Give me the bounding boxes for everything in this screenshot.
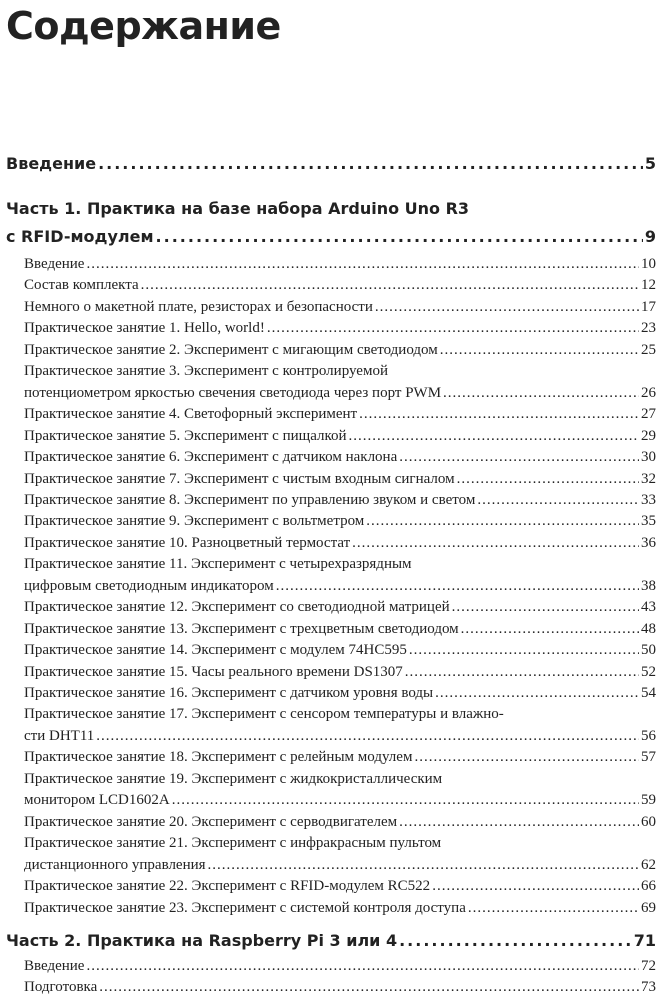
toc-entry-page: 43 bbox=[641, 599, 656, 616]
toc-entry-page: 52 bbox=[641, 663, 656, 680]
leader-dots bbox=[399, 931, 632, 950]
leader-dots bbox=[86, 958, 639, 975]
leader-dots bbox=[208, 857, 639, 874]
toc-entry-page: 59 bbox=[641, 792, 656, 809]
toc-entry[interactable] bbox=[24, 728, 656, 745]
toc-entry[interactable] bbox=[24, 979, 656, 996]
leader-dots bbox=[399, 814, 639, 831]
toc-entry-page: 72 bbox=[641, 958, 656, 974]
leader-dots bbox=[349, 428, 639, 445]
toc-entry-label: Практическое занятие 7. Эксперимент с чистым входным сигналом bbox=[24, 470, 455, 487]
toc-entry[interactable] bbox=[24, 878, 656, 895]
toc-entry-label: цифровым светодиодным индикатором bbox=[24, 577, 274, 594]
toc-entry[interactable] bbox=[24, 857, 656, 874]
toc-entry[interactable] bbox=[24, 513, 656, 530]
leader-dots bbox=[366, 513, 639, 530]
toc-entry-label: с RFID-модулем bbox=[6, 227, 154, 246]
toc-entry-label: Практическое занятие 23. Эксперимент с системой контроля доступа bbox=[24, 899, 466, 916]
leader-dots bbox=[443, 385, 639, 402]
toc-entry[interactable] bbox=[24, 277, 656, 294]
toc-entry[interactable] bbox=[24, 299, 656, 316]
leader-dots bbox=[96, 728, 639, 745]
leader-dots bbox=[440, 342, 639, 359]
toc-entry-page: 12 bbox=[641, 277, 656, 294]
toc-entry-page: 26 bbox=[641, 384, 656, 401]
toc-entry[interactable] bbox=[24, 428, 656, 445]
toc-entry-page: 29 bbox=[641, 427, 656, 444]
toc-entry[interactable] bbox=[24, 599, 656, 616]
part1-heading-line1: Часть 1. Практика на базе набора Arduino Uno R3 bbox=[6, 199, 470, 218]
leader-dots bbox=[99, 979, 639, 996]
toc-entry-page: 30 bbox=[641, 449, 656, 466]
leader-dots bbox=[432, 878, 639, 895]
toc-entry-label: Практическое занятие 12. Эксперимент со светодиодной матрицей bbox=[24, 599, 450, 616]
toc-entry-label: Введение bbox=[24, 958, 85, 974]
toc-entry-page: 38 bbox=[641, 577, 656, 594]
toc-entry-page: 23 bbox=[641, 320, 656, 337]
leader-dots bbox=[452, 599, 639, 616]
leader-dots bbox=[352, 535, 639, 552]
toc-entry-page: 48 bbox=[641, 620, 656, 637]
toc-entry-label: Практическое занятие 14. Эксперимент с модулем 74HC595 bbox=[24, 642, 407, 659]
toc-entry[interactable] bbox=[24, 385, 656, 402]
toc-entry-page: 17 bbox=[641, 298, 656, 315]
toc-entry[interactable] bbox=[24, 256, 656, 273]
toc-entry-label: Состав комплекта bbox=[24, 277, 139, 294]
toc-entry-label: сти DHT11 bbox=[24, 727, 95, 744]
toc-entry[interactable] bbox=[24, 320, 656, 337]
toc-entry[interactable] bbox=[24, 578, 656, 595]
toc-entry-label-line1: Практическое занятие 11. Эксперимент с четырехразрядным bbox=[24, 556, 412, 573]
toc-entry[interactable] bbox=[24, 749, 656, 766]
toc-entry-page: 10 bbox=[641, 256, 656, 272]
toc-entry-page: 50 bbox=[641, 642, 656, 659]
leader-dots bbox=[276, 578, 639, 595]
toc-entry-label: Подготовка bbox=[24, 979, 98, 996]
toc-entry-part1[interactable] bbox=[6, 227, 656, 246]
toc-entry[interactable] bbox=[24, 492, 656, 509]
toc-entry-label-line1: Практическое занятие 17. Эксперимент с сенсором температуры и влажно- bbox=[24, 706, 504, 723]
toc-entry-label: Практическое занятие 20. Эксперимент с серводвигателем bbox=[24, 813, 398, 830]
toc-entry-page: 66 bbox=[641, 878, 656, 895]
toc-entry[interactable] bbox=[24, 900, 656, 917]
toc-entry-label: Практическое занятие 8. Эксперимент по управлению звуком и светом bbox=[24, 491, 476, 508]
toc-entry[interactable] bbox=[24, 958, 656, 975]
leader-dots bbox=[267, 320, 639, 337]
toc-entry-page: 71 bbox=[633, 931, 656, 950]
toc-entry-label-line1: Практическое занятие 3. Эксперимент с контролируемой bbox=[24, 363, 388, 380]
toc-entry-label: Практическое занятие 1. Hello, world! bbox=[24, 320, 265, 337]
leader-dots bbox=[405, 664, 639, 681]
leader-dots bbox=[98, 154, 643, 173]
toc-entry[interactable] bbox=[24, 664, 656, 681]
leader-dots bbox=[457, 471, 639, 488]
toc-entry-label: Практическое занятие 2. Эксперимент с мигающим светодиодом bbox=[24, 341, 438, 358]
leader-dots bbox=[156, 227, 643, 246]
toc-entry-page: 36 bbox=[641, 534, 656, 551]
toc-entry-label: Практическое занятие 6. Эксперимент с датчиком наклона bbox=[24, 449, 398, 466]
toc-entry[interactable] bbox=[24, 792, 656, 809]
toc-entry-page: 33 bbox=[641, 491, 656, 508]
toc-entry-page: 56 bbox=[641, 727, 656, 744]
toc-entry[interactable] bbox=[24, 814, 656, 831]
toc-entry-label: дистанционного управления bbox=[24, 856, 206, 873]
toc-entry-page: 57 bbox=[641, 749, 656, 766]
leader-dots bbox=[399, 449, 639, 466]
toc-entry-label: Практическое занятие 13. Эксперимент с трехцветным светодиодом bbox=[24, 620, 459, 637]
page-title: Содержание bbox=[6, 4, 281, 48]
toc-entry-label: Практическое занятие 9. Эксперимент с вольтметром bbox=[24, 513, 365, 530]
toc-entry-label: Практическое занятие 5. Эксперимент с пищалкой bbox=[24, 427, 347, 444]
toc-entry-page: 32 bbox=[641, 470, 656, 487]
toc-entry-label: Введение bbox=[6, 154, 97, 173]
toc-entry-part2[interactable] bbox=[6, 931, 656, 950]
toc-entry-page: 9 bbox=[644, 227, 656, 246]
toc-entry-label: Практическое занятие 18. Эксперимент с релейным модулем bbox=[24, 749, 413, 766]
toc-entry-label: потенциометром яркостью свечения светодиода через порт PWM bbox=[24, 384, 442, 401]
toc-entry-label: Немного о макетной плате, резисторах и безопасности bbox=[24, 298, 373, 315]
toc-entry[interactable] bbox=[24, 535, 656, 552]
toc-entry[interactable] bbox=[24, 449, 656, 466]
toc-entry-label: Практическое занятие 22. Эксперимент с RFID-модулем RC522 bbox=[24, 878, 431, 895]
toc-entry-label: Введение bbox=[24, 256, 85, 272]
toc-entry[interactable] bbox=[24, 642, 656, 659]
toc-entry-label: Часть 2. Практика на Raspberry Pi 3 или 4 bbox=[6, 931, 398, 950]
leader-dots bbox=[141, 277, 639, 294]
toc-entry-label: Практическое занятие 15. Часы реального времени DS1307 bbox=[24, 663, 403, 680]
toc-entry-label: Практическое занятие 10. Разноцветный термостат bbox=[24, 534, 351, 551]
toc-entry[interactable] bbox=[24, 621, 656, 638]
toc-entry-page: 5 bbox=[644, 154, 656, 173]
toc-entry-label-line1: Практическое занятие 19. Эксперимент с жидкокристаллическим bbox=[24, 770, 443, 787]
toc-entry-label: монитором LCD1602A bbox=[24, 792, 170, 809]
toc-entry-label: Практическое занятие 4. Светофорный эксперимент bbox=[24, 406, 358, 423]
toc-entry-label: Практическое занятие 16. Эксперимент с датчиком уровня воды bbox=[24, 685, 434, 701]
toc-entry-page: 62 bbox=[641, 856, 656, 873]
toc-entry-page: 73 bbox=[641, 979, 656, 996]
toc-entry-label-line1: Практическое занятие 21. Эксперимент с инфракрасным пультом bbox=[24, 835, 442, 852]
leader-dots bbox=[461, 621, 639, 638]
leader-dots bbox=[359, 406, 639, 423]
toc-entry[interactable] bbox=[24, 471, 656, 488]
toc-entry-page: 35 bbox=[641, 513, 656, 530]
leader-dots bbox=[172, 792, 639, 809]
leader-dots bbox=[86, 256, 639, 273]
leader-dots bbox=[435, 685, 639, 702]
toc-entry[interactable] bbox=[24, 406, 656, 423]
toc-entry-intro[interactable] bbox=[6, 154, 656, 173]
toc-entry-page: 69 bbox=[641, 899, 656, 916]
leader-dots bbox=[375, 299, 639, 316]
toc-entry-page: 27 bbox=[641, 406, 656, 423]
toc-entry-page: 60 bbox=[641, 813, 656, 830]
leader-dots bbox=[414, 749, 639, 766]
leader-dots bbox=[468, 900, 639, 917]
toc-entry-page: 54 bbox=[641, 685, 656, 701]
toc-entry[interactable] bbox=[24, 685, 656, 702]
toc-entry[interactable] bbox=[24, 342, 656, 359]
toc-entry-page: 25 bbox=[641, 341, 656, 358]
leader-dots bbox=[409, 642, 639, 659]
leader-dots bbox=[477, 492, 639, 509]
